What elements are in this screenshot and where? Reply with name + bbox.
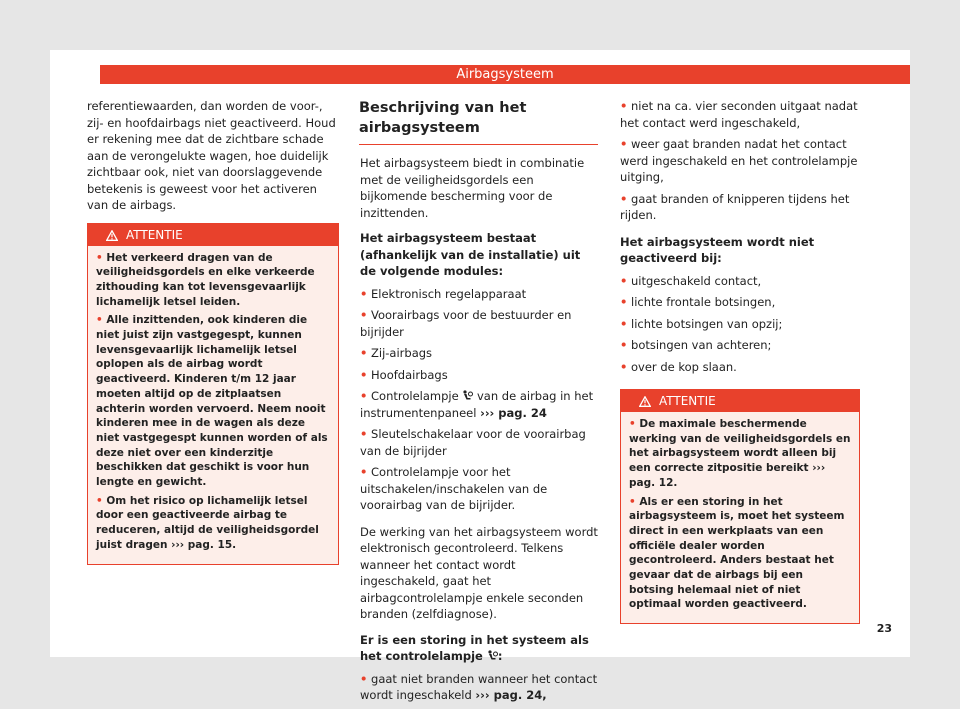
intro-paragraph: referentiewaarden, dan worden de voor-, zij- en hoofdairbags niet geactiveerd. Houd er rekening mee dat de zichtbare schade aan de verongelukte wagen, hoe duidelijk zichtbaar ook, niet van doorslaggevende betekenis is geweest voor het activeren van de airbags.	[87, 99, 336, 212]
list-item: • lichte frontale botsingen,	[620, 295, 776, 309]
warning-box-right	[620, 389, 860, 624]
warning-item: • Het verkeerd dragen van de veiligheidsgordels en elke verkeerde zithouding kan tot levensgevaarlijk lichamelijk letsel leiden.	[96, 251, 315, 308]
column-right	[620, 98, 860, 624]
column-left	[87, 98, 339, 565]
list-item: • lichte botsingen van opzij;	[620, 316, 783, 331]
manual-page	[50, 50, 910, 702]
components-heading: Het airbagsysteem bestaat (afhankelijk van de installatie) uit de volgende modules:	[360, 231, 581, 278]
warning-item: • De maximale beschermende werking van de veiligheidsgordels en het airbagsysteem wordt alleen bij een correcte zitpositie bereikt ››› pag. 12.	[629, 418, 851, 489]
list-item: • gaat branden of knipperen tijdens het rijden.	[620, 191, 850, 222]
warning-title: ATTENTIE	[126, 227, 183, 242]
airbag-lamp-icon	[487, 650, 498, 662]
list-item: • Voorairbags voor de bestuurder en bijrijder	[360, 308, 572, 339]
not-activated-heading: Het airbagsysteem wordt niet geactiveerd bij:	[620, 234, 815, 265]
list-item: • weer gaat branden nadat het contact werd ingeschakeld en het controlelampje uitging,	[620, 137, 858, 184]
list-item: • over de kop slaan.	[620, 359, 737, 374]
list-item: • botsingen van achteren;	[620, 338, 772, 352]
page-reference-link[interactable]: ››› pag. 24	[480, 405, 547, 420]
warning-item: • Om het risico op lichamelijk letsel door een geactiveerde airbag te reduceren, altijd de veiligheidsgordel juist dragen ››› pag. 15.	[96, 494, 319, 551]
list-item: • Zij-airbags	[360, 346, 433, 360]
airbag-lamp-icon	[462, 390, 473, 402]
page-reference-link[interactable]: ››› pag. 12.	[629, 462, 826, 489]
list-item: • Sleutelschakelaar voor de voorairbag van de bijrijder	[360, 427, 586, 458]
list-item: • Controlelampje voor het uitschakelen/inschakelen van de voorairbag van de bijrijder.	[360, 465, 548, 512]
column-middle	[360, 98, 598, 709]
list-item: • uitgeschakeld contact,	[620, 273, 762, 288]
warning-item: • Alle inzittenden, ook kinderen die niet juist zijn vastgegespt, kunnen levensgevaarlijk lichamelijk letsel oplopen als de airbag wordt geactiveerd. Kinderen t/m 12 jaar moeten altijd op de zitplaatsen achterin worden vervoerd. Neem nooit kinderen mee in de wagen als deze niet vastgegespt kunnen worden of als deze niet over een kinderzitje beschikken dat geschikt is voor hun lengte en gewicht.	[96, 314, 328, 489]
section-title: Beschrijving van het airbagsysteem	[359, 98, 598, 145]
warning-item: • Als er een storing in het airbagsysteem is, moet het systeem direct in een werkplaats van een officiële dealer worden gecontroleerd. Anders bestaat het gevaar dat de airbags bij een botsing helemaal niet of niet optimaal worden geactiveerd.	[629, 495, 845, 611]
section-intro: Het airbagsysteem biedt in combinatie met de veiligheidsgordels een bijkomende bescherming voor de inzittenden.	[360, 156, 585, 220]
warning-triangle-icon	[106, 230, 118, 241]
warning-title: ATTENTIE	[659, 394, 716, 408]
page-reference-link[interactable]: ››› pag. 15.	[171, 538, 237, 551]
warning-header	[88, 224, 338, 246]
page-header: Airbagsysteem	[100, 65, 910, 84]
list-item: • Hoofdairbags	[360, 367, 448, 382]
fault-heading: Er is een storing in het systeem als het controlelampje :	[360, 632, 589, 663]
list-item: • gaat niet branden wanneer het contact wordt ingeschakeld ››› pag. 24,	[360, 671, 598, 702]
warning-body	[621, 412, 859, 623]
list-item: • Controlelampje van de airbag in het instrumentenpaneel ››› pag. 24	[360, 389, 594, 420]
warning-header	[621, 390, 859, 412]
warning-triangle-icon	[639, 396, 651, 407]
warning-body	[88, 246, 338, 564]
page-number: 23	[876, 622, 892, 635]
list-item: • Elektronisch regelapparaat	[360, 286, 527, 301]
warning-box-left	[87, 223, 339, 565]
operation-paragraph: De werking van het airbagsysteem wordt elektronisch gecontroleerd. Telkens wanneer het contact wordt ingeschakeld, gaat het airbagcontrolelampje enkele seconden branden (zelfdiagnose).	[360, 524, 598, 621]
page-reference-link[interactable]: ››› pag. 24,	[475, 688, 547, 702]
list-item: • niet na ca. vier seconden uitgaat nadat het contact werd ingeschakeld,	[620, 99, 858, 130]
